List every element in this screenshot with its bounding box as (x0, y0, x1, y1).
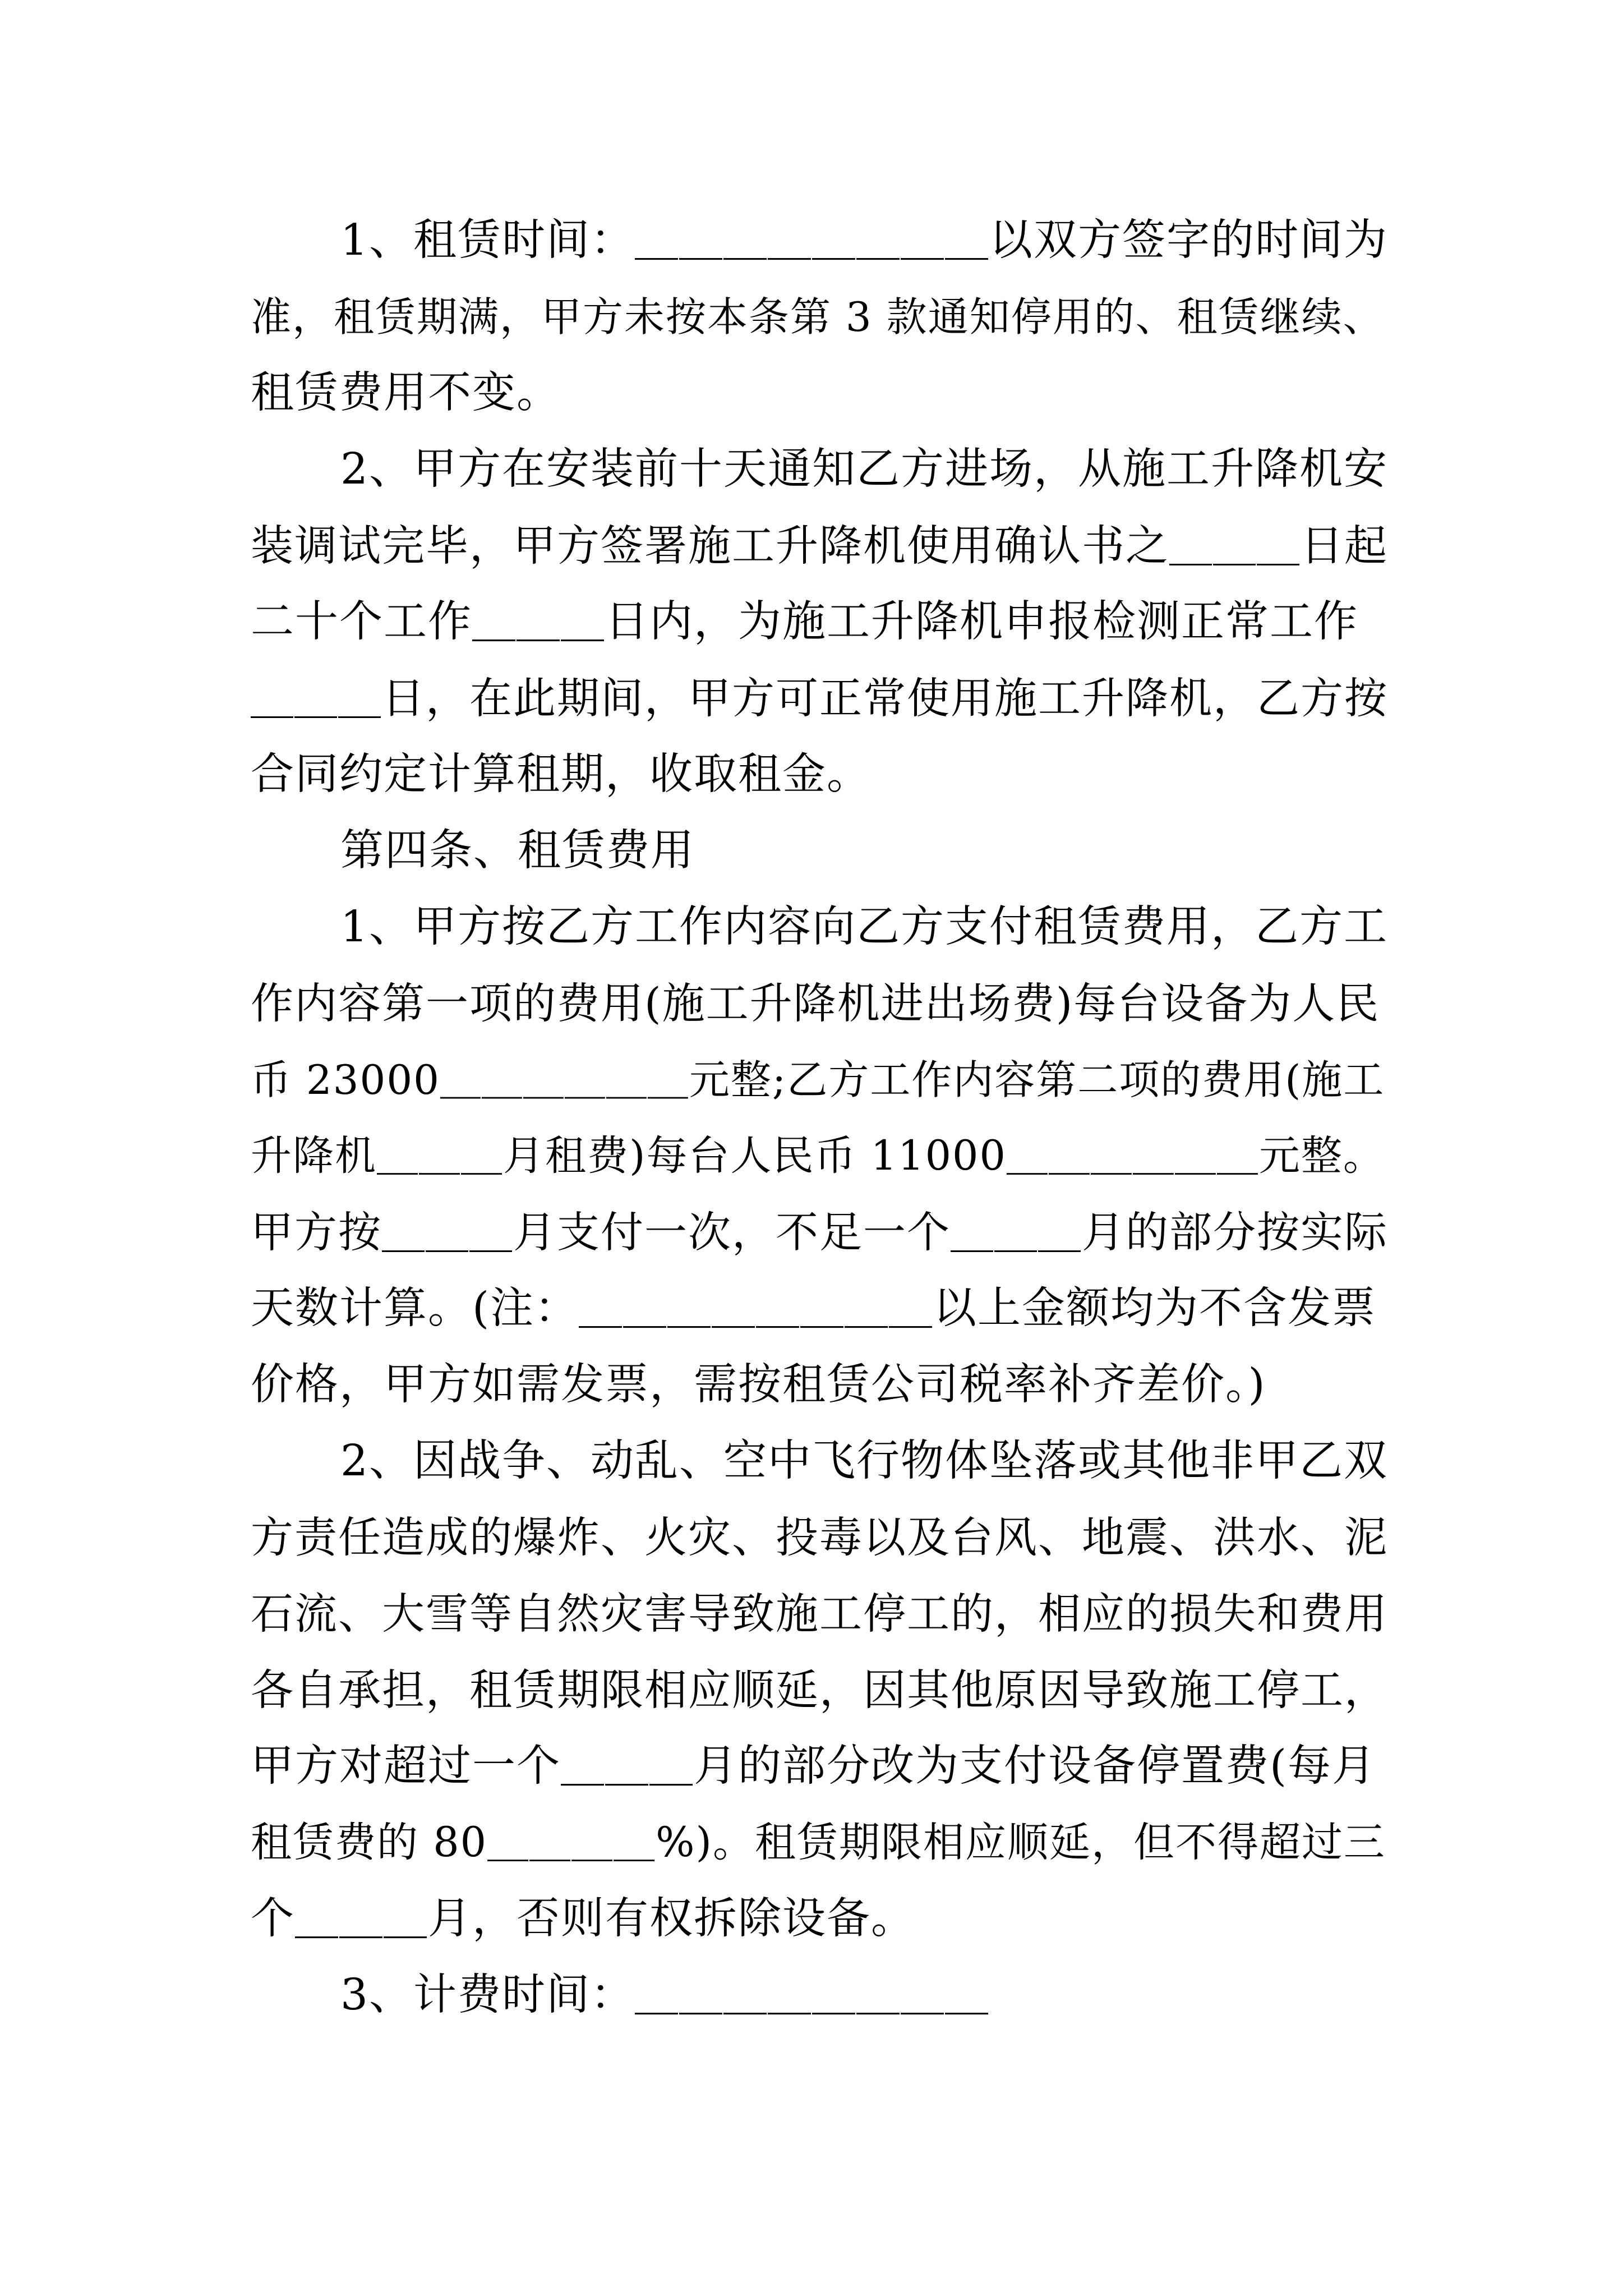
text-line: 价格，甲方如需发票，需按租赁公司税率补齐差价。) (251, 1360, 1266, 1410)
text-line: 甲方对超过一个＿＿＿月的部分改为支付设备停置费(每月 (251, 1741, 1377, 1791)
text-line: 2、甲方在安装前十天通知乙方进场，从施工升降机安 (340, 444, 1388, 494)
text-line: 个＿＿＿月，否则有权拆除设备。 (251, 1894, 915, 1944)
text-line: 各自承担，租赁期限相应顺延，因其他原因导致施工停工， (251, 1665, 1388, 1715)
text-line: 二十个工作＿＿＿日内，为施工升降机申报检测正常工作 (251, 597, 1358, 647)
text-line: 合同约定计算租期，收取租金。 (251, 749, 871, 799)
text-line: 1、甲方按乙方工作内容向乙方支付租赁费用，乙方工 (340, 902, 1388, 952)
text-line: 天数计算。(注：＿＿＿＿＿＿＿＿以上金额均为不含发票 (251, 1283, 1377, 1333)
text-line: 准，租赁期满，甲方未按本条第 3 款通知停用的、租赁继续、 (251, 293, 1385, 341)
text-line: 1、租赁时间：＿＿＿＿＿＿＿＿以双方签字的时间为 (340, 215, 1388, 265)
text-line: ＿＿＿日，在此期间，甲方可正常使用施工升降机，乙方按 (251, 673, 1388, 723)
text-line: 3、计费时间：＿＿＿＿＿＿＿＿ (340, 1970, 989, 2020)
text-line: 升降机＿＿＿月租费)每台人民币 11000＿＿＿＿＿＿元整。 (251, 1132, 1385, 1180)
text-line: 作内容第一项的费用(施工升降机进出场费)每台设备为人民 (251, 978, 1380, 1028)
text-line: 租赁费的 80＿＿＿＿%)。租赁期限相应顺延，但不得超过三 (251, 1819, 1386, 1866)
section-heading: 第四条、租赁费用 (340, 826, 695, 876)
text-line: 币 23000＿＿＿＿＿＿元整;乙方工作内容第二项的费用(施工 (251, 1056, 1385, 1103)
text-line: 石流、大雪等自然灾害导致施工停工的，相应的损失和费用 (251, 1589, 1388, 1639)
text-line: 甲方按＿＿＿月支付一次，不足一个＿＿＿月的部分按实际 (251, 1207, 1388, 1257)
text-line: 方责任造成的爆炸、火灾、投毒以及台风、地震、洪水、泥 (251, 1512, 1388, 1562)
text-line: 租赁费用不变。 (251, 368, 561, 418)
text-line: 2、因战争、动乱、空中飞行物体坠落或其他非甲乙双 (340, 1436, 1388, 1486)
text-line: 装调试完毕，甲方签署施工升降机使用确认书之＿＿＿日起 (251, 521, 1388, 570)
